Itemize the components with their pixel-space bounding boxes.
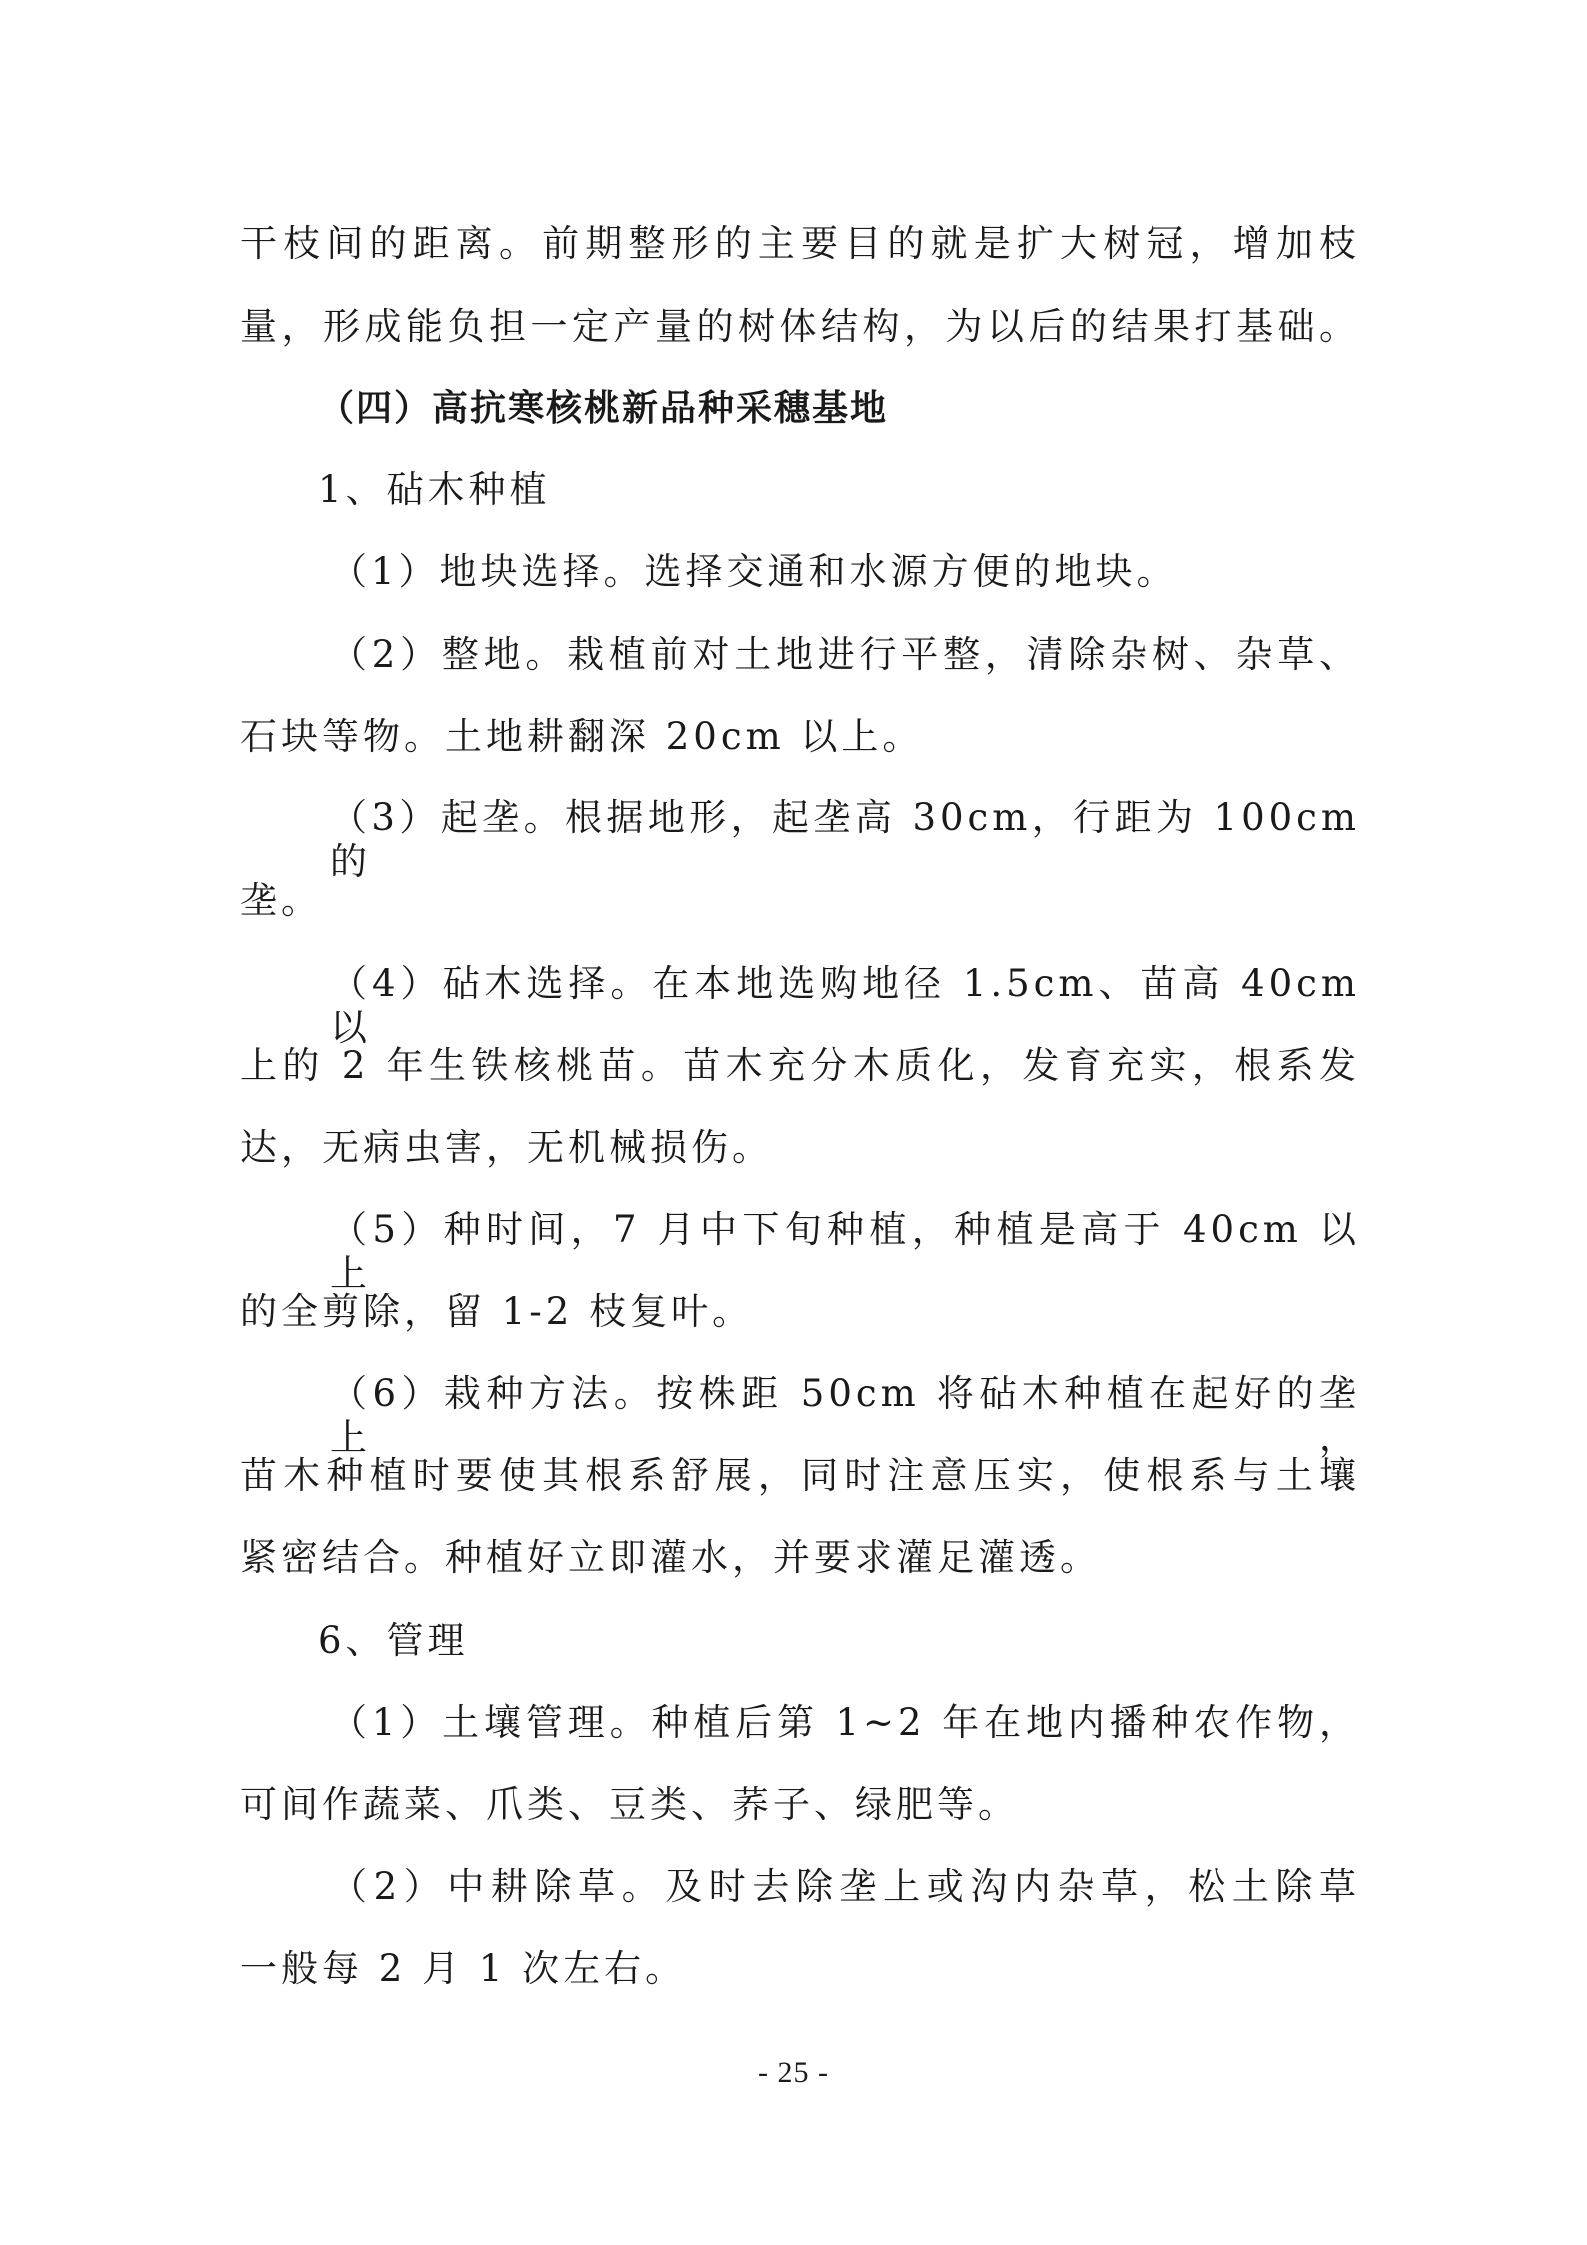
body-text-line: 的全剪除，留 1-2 枝复叶。 <box>240 1290 754 1333</box>
body-text-line: 上的 2 年生铁核桃苗。苗木充分木质化，发育充实，根系发 <box>240 1044 1360 1087</box>
body-text-line: （4）砧木选择。在本地选购地径 1.5cm、苗高 40cm 以 <box>330 962 1360 1049</box>
body-text-line: 一般每 2 月 1 次左右。 <box>240 1947 687 1990</box>
body-text-line: 紧密结合。种植好立即灌水，并要求灌足灌透。 <box>240 1536 1101 1579</box>
body-text-line: 苗木种植时要使其根系舒展，同时注意压实，使根系与土壤 <box>240 1454 1360 1497</box>
body-text-line: 达，无病虫害，无机械损伤。 <box>240 1126 773 1169</box>
body-text-line: （1）土壤管理。种植后第 1~2 年在地内播种农作物， <box>330 1701 1360 1744</box>
body-text-line: 量，形成能负担一定产量的树体结构，为以后的结果打基础。 <box>240 305 1360 348</box>
body-text-line: 石块等物。土地耕翻深 20cm 以上。 <box>240 715 924 758</box>
body-text-line: 垄。 <box>240 879 322 922</box>
body-text-line: （2）整地。栽植前对土地进行平整，清除杂树、杂草、 <box>330 633 1360 676</box>
body-text-line: （1）地块选择。选择交通和水源方便的地块。 <box>330 550 1178 593</box>
body-text-line: （3）起垄。根据地形，起垄高 30cm，行距为 100cm 的 <box>330 796 1360 883</box>
body-text-line: （5）种时间，7 月中下旬种植，种植是高于 40cm 以上 <box>330 1208 1360 1295</box>
section-heading: （四）高抗寒核桃新品种采穗基地 <box>318 387 889 429</box>
body-text-line: （2）中耕除草。及时去除垄上或沟内杂草，松土除草 <box>330 1865 1360 1908</box>
page-number: - 25 - <box>758 2056 829 2089</box>
body-text-line: （6）栽种方法。按株距 50cm 将砧木种植在起好的垄上， <box>330 1372 1360 1459</box>
body-text-line: 干枝间的距离。前期整形的主要目的就是扩大树冠，增加枝 <box>240 222 1360 265</box>
subsection-heading: 1、砧木种植 <box>318 468 551 511</box>
subsection-heading: 6、管理 <box>318 1619 469 1662</box>
body-text-line: 可间作蔬菜、爪类、豆类、荞子、绿肥等。 <box>240 1783 1019 1826</box>
